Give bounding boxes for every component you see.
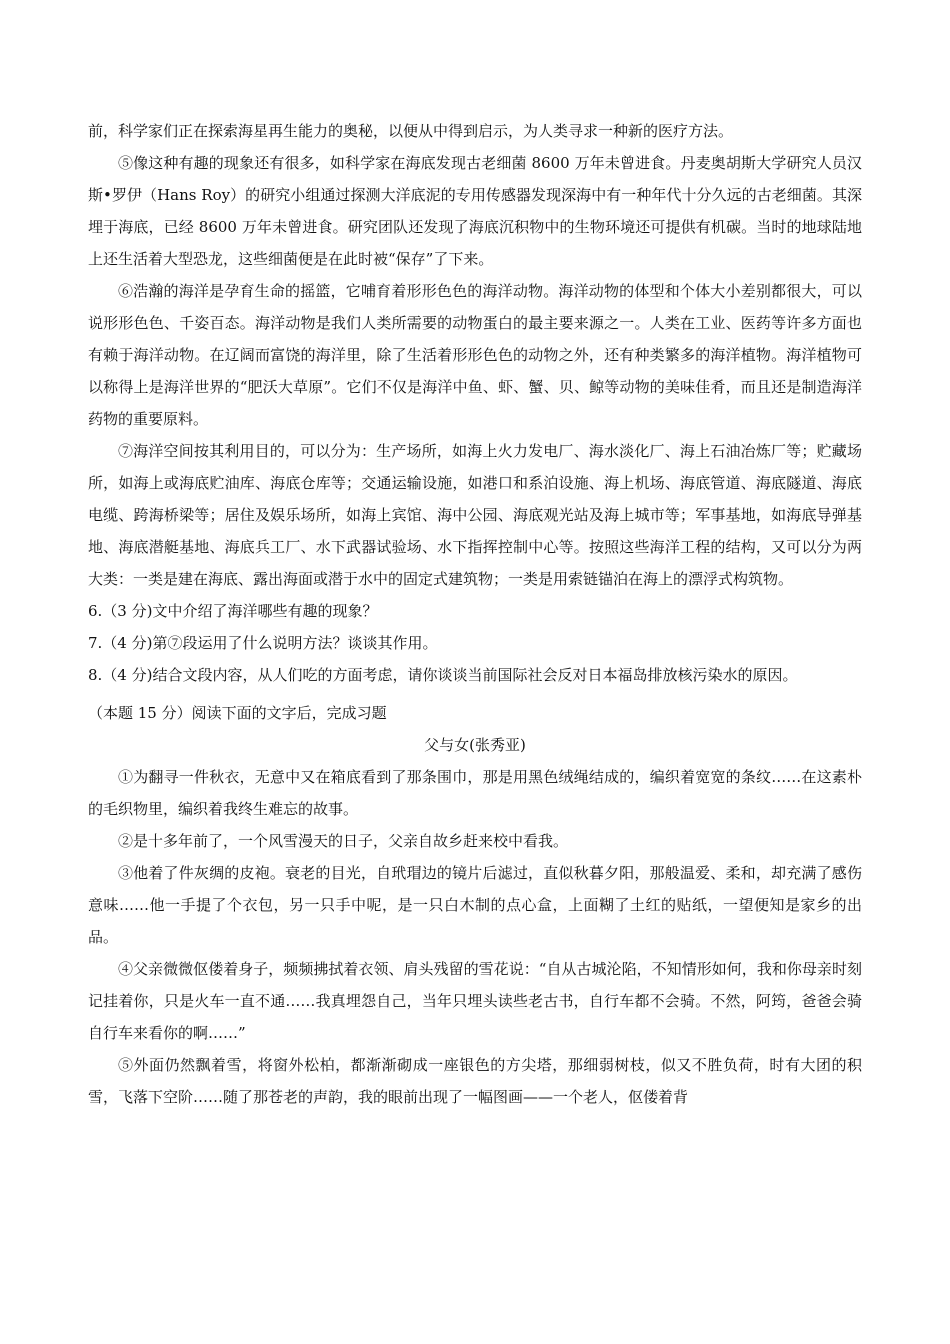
paragraph-5: ⑤像这种有趣的现象还有很多，如科学家在海底发现古老细菌 8600 万年未曾进食。丹麦奥胡斯大学研究人员汉斯•罗伊（Hans Roy）的研究小组通过探测大洋底泥的专用传感器发现深海中有一种年代十分久远的古老细菌。其深埋于海底，已经 8600 万年未曾进食。研究团队还发现了海底沉积物中的生物环境还可提供有机碳。当时的地球陆地上还生活着大型恐龙，这些细菌便是在此时被“保存”了下来。 bbox=[88, 154, 862, 268]
section-header: （本题 15 分）阅读下面的文字后，完成习题 bbox=[88, 704, 387, 722]
question-8: 8.（4 分)结合文段内容，从人们吃的方面考虑，请你谈谈当前国际社会反对日本福岛排放核污染水的原因。 bbox=[88, 666, 798, 684]
story-title: 父与女(张秀亚) bbox=[424, 736, 526, 754]
story-paragraph-3: ③他着了件灰绸的皮袍。衰老的目光，自玳瑁边的镜片后滤过，直似秋暮夕阳，那般温爱、柔和，却充满了感伤意味……他一手提了个衣包，另一只手中呢，是一只白木制的点心盒，上面糊了土红的贴纸，一望便知是家乡的出品。 bbox=[88, 864, 862, 946]
story-paragraph-1: ①为翻寻一件秋衣，无意中又在箱底看到了那条围巾，那是用黑色绒绳结成的，编织着宽宽的条纹……在这素朴的毛织物里，编织着我终生难忘的故事。 bbox=[88, 768, 862, 818]
carryover-text: 前，科学家们正在探索海星再生能力的奥秘，以便从中得到启示，为人类寻求一种新的医疗方法。 bbox=[88, 122, 734, 140]
story-paragraph-2: ②是十多年前了，一个风雪漫天的日子，父亲自故乡赶来校中看我。 bbox=[118, 832, 569, 850]
story-paragraph-5: ⑤外面仍然飘着雪，将窗外松柏，都渐渐砌成一座银色的方尖塔，那细弱树枝，似又不胜负荷，时有大团的积雪，飞落下空阶……随了那苍老的声韵，我的眼前出现了一幅图画——一个老人，伛偻着背 bbox=[88, 1056, 862, 1106]
document-body bbox=[88, 115, 862, 1113]
question-7: 7.（4 分)第⑦段运用了什么说明方法？谈谈其作用。 bbox=[88, 634, 438, 652]
story-paragraph-4: ④父亲微微伛偻着身子，频频拂拭着衣领、肩头残留的雪花说：“自从古城沦陷，不知情形如何，我和你母亲时刻记挂着你，只是火车一直不通……我真埋怨自己，当年只埋头读些老古书，自行车都不会骑。不然，阿筠，爸爸会骑自行车来看你的啊……” bbox=[88, 960, 862, 1042]
question-6: 6.（3 分)文中介绍了海洋哪些有趣的现象？ bbox=[88, 602, 378, 620]
paragraph-7: ⑦海洋空间按其利用目的，可以分为：生产场所，如海上火力发电厂、海水淡化厂、海上石油冶炼厂等；贮藏场所，如海上或海底贮油库、海底仓库等；交通运输设施，如港口和系泊设施、海上机场、海底管道、海底隧道、海底电缆、跨海桥梁等；居住及娱乐场所，如海上宾馆、海中公园、海底观光站及海上城市等；军事基地，如海底导弹基地、海底潜艇基地、海底兵工厂、水下武器试验场、水下指挥控制中心等。按照这些海洋工程的结构，又可以分为两大类：一类是建在海底、露出海面或潜于水中的固定式建筑物；一类是用索链锚泊在海上的漂浮式构筑物。 bbox=[88, 442, 862, 588]
paragraph-6: ⑥浩瀚的海洋是孕育生命的摇篮，它哺育着形形色色的海洋动物。海洋动物的体型和个体大小差别都很大，可以说形形色色、千姿百态。海洋动物是我们人类所需要的动物蛋白的最主要来源之一。人类在工业、医药等许多方面也有赖于海洋动物。在辽阔而富饶的海洋里，除了生活着形形色色的动物之外，还有种类繁多的海洋植物。海洋植物可以称得上是海洋世界的“肥沃大草原”。它们不仅是海洋中鱼、虾、蟹、贝、鲸等动物的美味佳肴，而且还是制造海洋药物的重要原料。 bbox=[88, 282, 862, 428]
